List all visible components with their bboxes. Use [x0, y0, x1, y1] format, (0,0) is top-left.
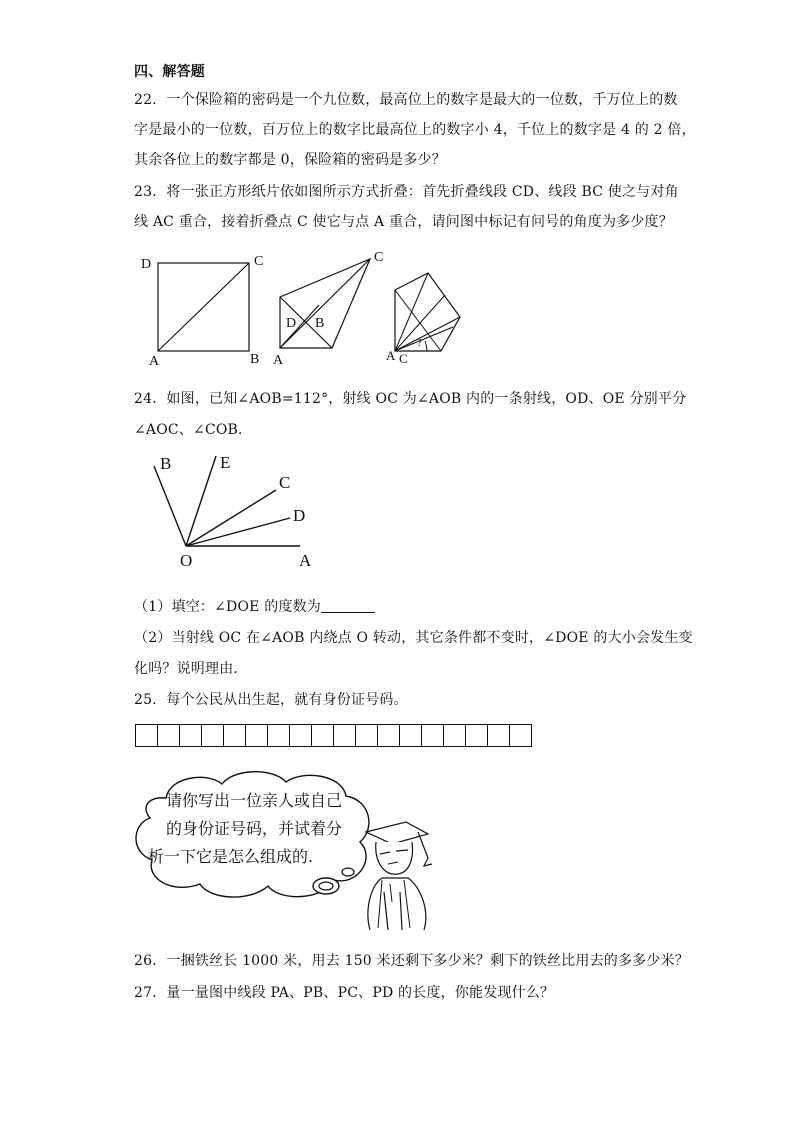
q24-part2-line2: 化吗？说明理由． [134, 661, 248, 677]
pentagon-outline [395, 273, 460, 351]
q24-part2-line1: （2）当射线 OC 在∠AOB 内绕点 O 转动，其它条件都不变时，∠DOE 的大小会发生变 [134, 630, 693, 646]
head [376, 842, 413, 874]
label-question: ? [417, 337, 422, 349]
id-cell[interactable] [377, 724, 400, 747]
id-cell[interactable] [311, 724, 334, 747]
q23-figure-kite [268, 245, 398, 370]
label-c: C [279, 473, 291, 492]
q23-line1: 23．将一张正方形纸片依如图所示方式折叠：首先折叠线段 CD、线段 BC 使之与对角 [134, 184, 679, 200]
id-cell[interactable] [223, 724, 246, 747]
angle-arc [425, 341, 427, 351]
bubble-line3: 析一下它是怎么组成的. [148, 847, 314, 866]
cloud-tail-medium [319, 882, 333, 890]
diagonal-ac [158, 263, 249, 351]
q26-line1: 26．一捆铁丝长 1000 米，用去 150 米还剩下多少米？剩下的铁丝比用去的多多少米？ [134, 953, 689, 969]
cloud-tail-small [342, 868, 354, 876]
ray-od [186, 518, 290, 546]
id-cell[interactable] [267, 724, 290, 747]
label-d2: D [286, 316, 297, 331]
bubble-line2: 的身份证号码，并试着分 [166, 819, 343, 838]
bubble-line1: 请你写出一位亲人或自己 [166, 791, 343, 810]
section-heading: 四、解答题 [134, 64, 205, 80]
id-cell[interactable] [355, 724, 378, 747]
label-a: A [299, 551, 312, 570]
id-cell[interactable] [157, 724, 180, 747]
id-cell[interactable] [333, 724, 356, 747]
answer-blank[interactable] [321, 598, 375, 613]
q23-figure-pentagon [383, 265, 473, 370]
label-c2: C [374, 250, 384, 265]
label-c: C [254, 254, 264, 269]
id-cell[interactable] [443, 724, 466, 747]
label-c3: C [399, 351, 408, 366]
body [368, 878, 426, 930]
id-cell[interactable] [465, 724, 488, 747]
label-b: B [250, 352, 260, 367]
label-o: O [180, 551, 193, 570]
q22-line1: 22．一个保险箱的密码是一个九位数，最高位上的数字是最大的一位数，千万位上的数 [134, 92, 678, 108]
label-d: D [141, 257, 152, 272]
q27-line1: 27．量一量图中线段 PA、PB、PC、PD 的长度，你能发现什么？ [134, 985, 555, 1001]
q25-line1: 25．每个公民从出生起，就有身份证号码。 [134, 692, 408, 708]
q24-part1 [134, 597, 375, 617]
id-cell[interactable] [245, 724, 268, 747]
q22-line3: 其余各位上的数字都是 0，保险箱的密码是多少？ [134, 152, 446, 168]
tassel [418, 832, 432, 866]
kite-diagonal [280, 259, 370, 348]
label-e: E [220, 453, 231, 472]
label-a: A [149, 354, 160, 369]
ray-oe [186, 456, 216, 546]
label-a3: A [386, 348, 396, 363]
id-cell[interactable] [179, 724, 202, 747]
id-cell[interactable] [399, 724, 422, 747]
q24-figure-rays [130, 450, 330, 580]
label-d: D [293, 506, 306, 525]
ray-ob [154, 466, 186, 546]
q24-line1: 24．如图，已知∠AOB=112°，射线 OC 为∠AOB 内的一条射线，OD、OE 分别平分 [134, 391, 687, 407]
q24-line2: ∠AOC、∠COB． [134, 422, 253, 438]
id-cell[interactable] [421, 724, 444, 747]
q23-figure-square [135, 248, 275, 368]
label-a2: A [273, 353, 284, 368]
id-cell[interactable] [487, 724, 510, 747]
q24-part1-text: （1）填空：∠DOE 的度数为 [134, 599, 322, 615]
id-cell[interactable] [509, 724, 532, 747]
label-b: B [160, 454, 172, 473]
id-cell[interactable] [201, 724, 224, 747]
scholar-figure-icon [358, 818, 448, 933]
q23-line2: 线 AC 重合，接着折叠点 C 使它与点 A 重合，请问图中标记有问号的角度为多少度？ [134, 214, 673, 230]
id-cell[interactable] [135, 724, 158, 747]
ray-oc [186, 490, 276, 546]
q22-line2: 字是最小的一位数，百万位上的数字比最高位上的数字小 4，千位上的数字是 4 的 2 倍， [134, 122, 696, 138]
id-cell[interactable] [289, 724, 312, 747]
id-number-grid [136, 724, 532, 747]
label-b2: B [315, 316, 325, 331]
